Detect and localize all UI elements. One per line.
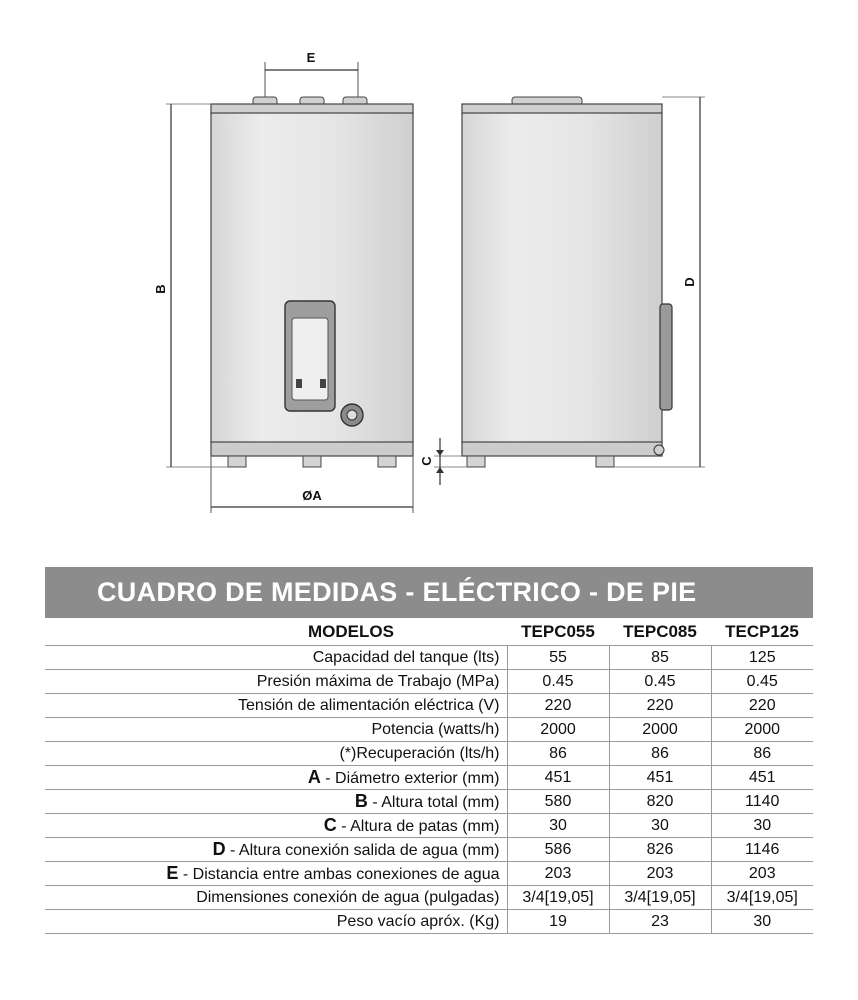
row-label-text: Peso vacío apróx. (Kg)	[336, 912, 500, 930]
row-value: 451	[711, 766, 813, 790]
table-row	[45, 910, 813, 934]
row-label-text: Tensión de alimentación eléctrica (V)	[238, 696, 500, 714]
row-value: 820	[609, 790, 711, 814]
row-label	[45, 814, 507, 838]
table-row	[45, 790, 813, 814]
row-letter: E	[166, 863, 179, 883]
row-label	[45, 862, 507, 886]
table-header-row	[45, 618, 813, 646]
front-leg-left	[228, 456, 246, 467]
row-label	[45, 790, 507, 814]
row-label	[45, 670, 507, 694]
row-label	[45, 646, 507, 670]
row-value: 1146	[711, 838, 813, 862]
row-value: 2000	[507, 718, 609, 742]
row-value: 451	[609, 766, 711, 790]
row-label	[45, 694, 507, 718]
row-label-text: (*)Recuperación (lts/h)	[339, 744, 500, 762]
row-value: 86	[507, 742, 609, 766]
row-label	[45, 838, 507, 862]
row-label-text: - Diámetro exterior (mm)	[320, 770, 500, 787]
row-label-text: - Altura conexión salida de agua (mm)	[225, 842, 500, 859]
dimension-label-e: E	[306, 50, 316, 65]
row-value: 0.45	[609, 670, 711, 694]
panel-indicator-right-icon	[320, 379, 326, 388]
dimension-e	[265, 50, 358, 97]
table-row	[45, 814, 813, 838]
front-bottom-band	[211, 442, 413, 456]
row-value: 55	[507, 646, 609, 670]
row-value: 3/4[19,05]	[609, 886, 711, 910]
front-view	[211, 97, 413, 467]
row-value: 30	[609, 814, 711, 838]
table-row	[45, 862, 813, 886]
specs-title: CUADRO DE MEDIDAS - ELÉCTRICO - DE PIE	[45, 567, 813, 618]
row-label	[45, 910, 507, 934]
row-label	[45, 742, 507, 766]
row-value: 0.45	[507, 670, 609, 694]
row-label-text: - Altura total (mm)	[367, 794, 500, 811]
table-row	[45, 718, 813, 742]
row-value: 451	[507, 766, 609, 790]
row-label-text: Potencia (watts/h)	[371, 720, 500, 738]
table-row	[45, 694, 813, 718]
row-value: 826	[609, 838, 711, 862]
row-value: 220	[609, 694, 711, 718]
model-header-2: TEPC085	[609, 618, 711, 646]
table-row	[45, 646, 813, 670]
row-letter: A	[307, 767, 321, 787]
front-leg-middle	[303, 456, 321, 467]
row-value: 220	[711, 694, 813, 718]
row-label	[45, 718, 507, 742]
row-value: 30	[711, 910, 813, 934]
row-value: 85	[609, 646, 711, 670]
specs-panel	[45, 567, 813, 934]
row-value: 580	[507, 790, 609, 814]
row-label-text: Presión máxima de Trabajo (MPa)	[256, 672, 500, 690]
row-value: 586	[507, 838, 609, 862]
spec-rows	[45, 646, 813, 934]
row-letter: D	[212, 839, 226, 859]
side-view	[462, 97, 672, 467]
row-label-text: Capacidad del tanque (lts)	[312, 648, 500, 666]
row-value: 125	[711, 646, 813, 670]
row-value: 1140	[711, 790, 813, 814]
row-value: 30	[711, 814, 813, 838]
dimension-label-c: C	[419, 456, 434, 466]
table-row	[45, 838, 813, 862]
side-bottom-band	[462, 442, 662, 456]
row-value: 203	[711, 862, 813, 886]
specs-table	[45, 618, 813, 934]
row-label	[45, 766, 507, 790]
row-label-text: - Distancia entre ambas conexiones de agua	[178, 866, 500, 883]
side-leg-right	[596, 456, 614, 467]
panel-indicator-left-icon	[296, 379, 302, 388]
row-value: 220	[507, 694, 609, 718]
row-letter: C	[323, 815, 337, 835]
row-value: 3/4[19,05]	[711, 886, 813, 910]
side-control-housing	[660, 304, 672, 410]
model-header-1: TEPC055	[507, 618, 609, 646]
model-header-3: TECP125	[711, 618, 813, 646]
side-tank-body	[462, 113, 662, 443]
table-row	[45, 742, 813, 766]
dimension-c	[419, 438, 467, 485]
row-value: 19	[507, 910, 609, 934]
row-value: 0.45	[711, 670, 813, 694]
table-row	[45, 670, 813, 694]
row-letter: B	[354, 791, 368, 811]
side-outlet-connection-icon	[654, 445, 664, 455]
row-value: 23	[609, 910, 711, 934]
table-row	[45, 766, 813, 790]
dimension-label-a: ØA	[302, 488, 322, 503]
models-header: MODELOS	[45, 618, 507, 646]
row-label-text: Dimensiones conexión de agua (pulgadas)	[196, 888, 500, 906]
dimension-label-d: D	[682, 277, 697, 287]
row-value: 86	[711, 742, 813, 766]
row-value: 2000	[711, 718, 813, 742]
front-leg-right	[378, 456, 396, 467]
row-label-text: - Altura de patas (mm)	[336, 818, 500, 835]
row-value: 30	[507, 814, 609, 838]
table-row	[45, 886, 813, 910]
row-value: 3/4[19,05]	[507, 886, 609, 910]
row-value: 2000	[609, 718, 711, 742]
row-value: 86	[609, 742, 711, 766]
row-label	[45, 886, 507, 910]
side-leg-left	[467, 456, 485, 467]
row-value: 203	[609, 862, 711, 886]
dimension-label-b: B	[153, 284, 168, 294]
row-value: 203	[507, 862, 609, 886]
